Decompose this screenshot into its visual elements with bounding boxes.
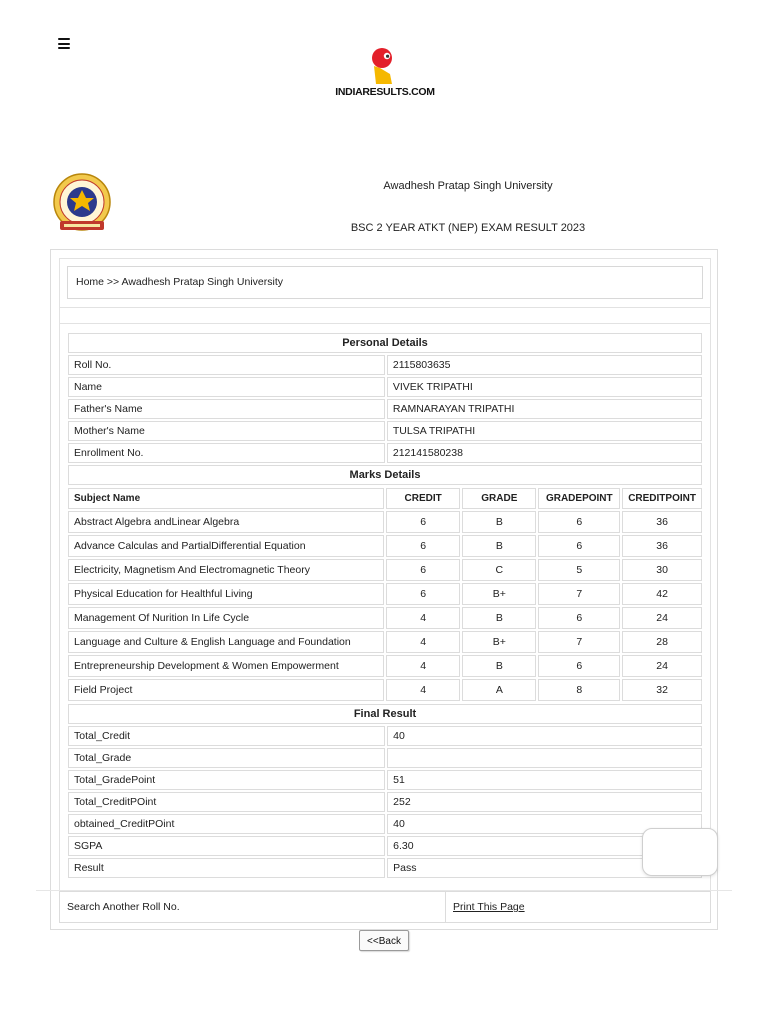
table-row bbox=[68, 583, 702, 605]
gradepoint-cell: 6 bbox=[538, 655, 620, 677]
marks-details-heading: Marks Details bbox=[68, 465, 702, 485]
field-label: Total_CreditPOint bbox=[68, 792, 385, 812]
grade-cell: B bbox=[462, 535, 536, 557]
subject-name: Electricity, Magnetism And Electromagnetic Theory bbox=[68, 559, 384, 581]
creditpoint-cell: 24 bbox=[622, 607, 702, 629]
divider bbox=[36, 890, 732, 891]
personal-details-heading: Personal Details bbox=[68, 333, 702, 353]
footer-actions bbox=[59, 891, 711, 923]
credit-cell: 4 bbox=[386, 631, 460, 653]
table-row bbox=[68, 399, 702, 419]
table-header-row bbox=[68, 488, 702, 509]
field-value: VIVEK TRIPATHI bbox=[387, 377, 702, 397]
site-logo[interactable] bbox=[330, 44, 440, 102]
table-row bbox=[68, 679, 702, 701]
grade-cell: B bbox=[462, 607, 536, 629]
breadcrumb-container bbox=[59, 258, 711, 308]
credit-cell: 4 bbox=[386, 655, 460, 677]
back-button[interactable]: <<Back bbox=[359, 930, 409, 951]
gradepoint-cell: 8 bbox=[538, 679, 620, 701]
credit-cell: 4 bbox=[386, 679, 460, 701]
grade-cell: B bbox=[462, 655, 536, 677]
print-page-link[interactable]: Print This Page bbox=[453, 901, 525, 913]
field-value: 40 bbox=[387, 814, 702, 834]
university-name: Awadhesh Pratap Singh University bbox=[383, 180, 553, 192]
menu-bar bbox=[58, 47, 70, 49]
column-header-grade: GRADE bbox=[462, 488, 536, 509]
field-value: 252 bbox=[387, 792, 702, 812]
field-value: 6.30 bbox=[387, 836, 702, 856]
column-header-credit: CREDIT bbox=[386, 488, 460, 509]
gradepoint-cell: 6 bbox=[538, 511, 620, 533]
final-result-table bbox=[66, 702, 704, 880]
credit-cell: 6 bbox=[386, 583, 460, 605]
table-row bbox=[68, 559, 702, 581]
field-label: Total_Grade bbox=[68, 748, 385, 768]
field-label: SGPA bbox=[68, 836, 385, 856]
subject-name: Management Of Nurition In Life Cycle bbox=[68, 607, 384, 629]
credit-cell: 6 bbox=[386, 511, 460, 533]
breadcrumb[interactable]: Home >> Awadhesh Pratap Singh University bbox=[67, 266, 703, 299]
marks-table bbox=[66, 486, 704, 703]
credit-cell: 6 bbox=[386, 535, 460, 557]
grade-cell: A bbox=[462, 679, 536, 701]
table-row bbox=[68, 511, 702, 533]
table-row bbox=[68, 631, 702, 653]
table-row bbox=[68, 726, 702, 746]
creditpoint-cell: 36 bbox=[622, 535, 702, 557]
creditpoint-cell: 36 bbox=[622, 511, 702, 533]
logo-mark-icon bbox=[368, 44, 402, 88]
subject-name: Abstract Algebra andLinear Algebra bbox=[68, 511, 384, 533]
subject-name: Entrepreneurship Development & Women Empowerment bbox=[68, 655, 384, 677]
field-value: 2115803635 bbox=[387, 355, 702, 375]
divider bbox=[59, 308, 711, 324]
field-value: Pass bbox=[387, 858, 702, 878]
field-label: Result bbox=[68, 858, 385, 878]
field-label: Enrollment No. bbox=[68, 443, 385, 463]
table-row bbox=[68, 770, 702, 790]
floating-widget[interactable] bbox=[642, 828, 718, 876]
field-value: TULSA TRIPATHI bbox=[387, 421, 702, 441]
table-row bbox=[68, 748, 702, 768]
hamburger-menu-icon[interactable] bbox=[58, 38, 70, 49]
subject-name: Advance Calculas and PartialDifferential Equation bbox=[68, 535, 384, 557]
gradepoint-cell: 7 bbox=[538, 631, 620, 653]
field-label: Name bbox=[68, 377, 385, 397]
creditpoint-cell: 30 bbox=[622, 559, 702, 581]
column-header-gradepoint: GRADEPOINT bbox=[538, 488, 620, 509]
gradepoint-cell: 5 bbox=[538, 559, 620, 581]
subject-name: Field Project bbox=[68, 679, 384, 701]
creditpoint-cell: 28 bbox=[622, 631, 702, 653]
creditpoint-cell: 42 bbox=[622, 583, 702, 605]
grade-cell: B bbox=[462, 511, 536, 533]
field-value: 212141580238 bbox=[387, 443, 702, 463]
table-row bbox=[68, 355, 702, 375]
field-label: Roll No. bbox=[68, 355, 385, 375]
field-value bbox=[387, 748, 702, 768]
exam-title: BSC 2 YEAR ATKT (NEP) EXAM RESULT 2023 bbox=[350, 222, 586, 234]
site-logo-wordmark: INDIARESULTS.COM bbox=[335, 86, 435, 98]
creditpoint-cell: 32 bbox=[622, 679, 702, 701]
field-value: RAMNARAYAN TRIPATHI bbox=[387, 399, 702, 419]
column-header-subject: Subject Name bbox=[68, 488, 384, 509]
creditpoint-cell: 24 bbox=[622, 655, 702, 677]
field-label: Total_GradePoint bbox=[68, 770, 385, 790]
table-row bbox=[68, 836, 702, 856]
table-row bbox=[68, 792, 702, 812]
table-row bbox=[68, 421, 702, 441]
table-row bbox=[68, 858, 702, 878]
print-container bbox=[446, 892, 532, 922]
grade-cell: B+ bbox=[462, 631, 536, 653]
table-row bbox=[68, 655, 702, 677]
field-value: 51 bbox=[387, 770, 702, 790]
grade-cell: B+ bbox=[462, 583, 536, 605]
field-value: 40 bbox=[387, 726, 702, 746]
table-row bbox=[68, 814, 702, 834]
gradepoint-cell: 7 bbox=[538, 583, 620, 605]
grade-cell: C bbox=[462, 559, 536, 581]
menu-bar bbox=[58, 43, 70, 45]
field-label: Total_Credit bbox=[68, 726, 385, 746]
result-card bbox=[50, 249, 718, 930]
table-row bbox=[68, 443, 702, 463]
field-label: Mother's Name bbox=[68, 421, 385, 441]
table-row bbox=[68, 535, 702, 557]
credit-cell: 6 bbox=[386, 559, 460, 581]
gradepoint-cell: 6 bbox=[538, 607, 620, 629]
final-result-heading: Final Result bbox=[68, 704, 702, 724]
personal-details-table bbox=[66, 331, 704, 487]
table-row bbox=[68, 377, 702, 397]
credit-cell: 4 bbox=[386, 607, 460, 629]
subject-name: Physical Education for Healthful Living bbox=[68, 583, 384, 605]
university-emblem bbox=[50, 172, 114, 234]
field-label: obtained_CreditPOint bbox=[68, 814, 385, 834]
gradepoint-cell: 6 bbox=[538, 535, 620, 557]
results-container bbox=[59, 324, 711, 892]
search-another-roll-link[interactable]: Search Another Roll No. bbox=[60, 892, 446, 922]
table-row bbox=[68, 607, 702, 629]
column-header-creditpoint: CREDITPOINT bbox=[622, 488, 702, 509]
field-label: Father's Name bbox=[68, 399, 385, 419]
subject-name: Language and Culture & English Language and Foundation bbox=[68, 631, 384, 653]
menu-bar bbox=[58, 38, 70, 40]
